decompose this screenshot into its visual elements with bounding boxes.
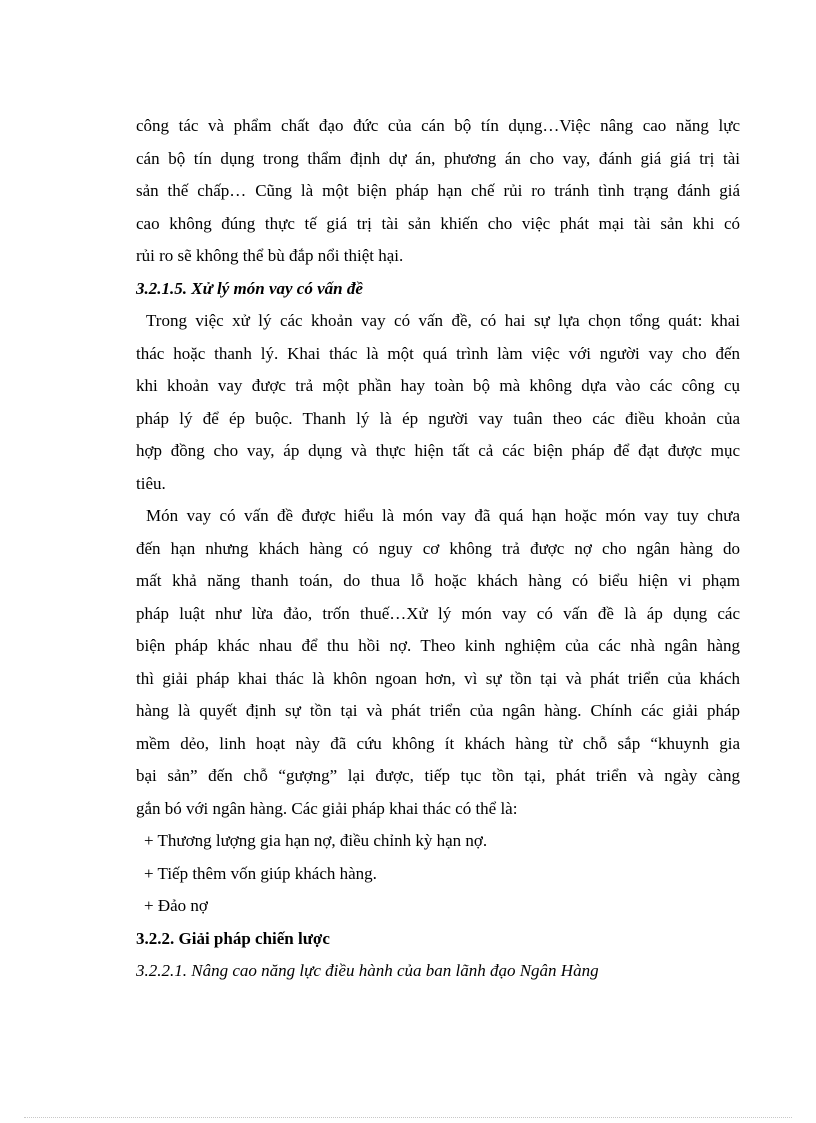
section-heading: 3.2.2. Giải pháp chiến lược (136, 928, 330, 948)
document-body (136, 110, 740, 988)
text-line: cán bộ tín dụng trong thẩm định dự án, phương án cho vay, đánh giá giá trị tài (136, 148, 740, 168)
text-line: gắn bó với ngân hàng. Các giải pháp khai thác có thể là: (136, 798, 518, 818)
list-item: + Tiếp thêm vốn giúp khách hàng. (144, 863, 377, 883)
text-line: mềm dẻo, linh hoạt này đã cứu không ít khách hàng từ chỗ sắp “khuynh gia (136, 733, 740, 753)
text-line: biện pháp khác nhau để thu hồi nợ. Theo kinh nghiệm của các nhà ngân hàng (136, 636, 740, 655)
list-item: + Thương lượng gia hạn nợ, điều chỉnh kỳ hạn nợ. (144, 831, 488, 850)
text-line: tiêu. (136, 473, 166, 493)
page-border (24, 1117, 792, 1118)
section-heading: 3.2.1.5. Xử lý món vay có vấn đề (136, 278, 363, 298)
text-line: Trong việc xử lý các khoản vay có vấn đề, có hai sự lựa chọn tổng quát: khai (146, 311, 740, 330)
text-line: công tác và phẩm chất đạo đức của cán bộ tín dụng…Việc nâng cao năng lực (136, 116, 740, 135)
text-line: thì giải pháp khai thác là khôn ngoan hơn, vì sự tồn tại và phát triển của khách (136, 668, 740, 688)
text-line: khi khoản vay được trả một phần hay toàn bộ mà không dựa vào các công cụ (136, 376, 740, 395)
bullet-list (136, 825, 740, 923)
text-line: Món vay có vấn đề được hiểu là món vay đã quá hạn hoặc món vay tuy chưa (146, 506, 740, 525)
paragraph (136, 500, 740, 825)
subsection-heading: 3.2.2.1. Nâng cao năng lực điều hành của ban lãnh đạo Ngân Hàng (136, 961, 599, 980)
text-line: cao không đúng thực tế giá trị tài sản khiến cho việc phát mại tài sản khi có (136, 213, 740, 233)
text-line: hàng là quyết định sự tồn tại và phát triển của ngân hàng. Chính các giải pháp (136, 701, 740, 720)
text-line: hợp đồng cho vay, áp dụng và thực hiện tất cả các biện pháp để đạt được mục (136, 441, 740, 460)
text-line: sản thế chấp… Cũng là một biện pháp hạn chế rủi ro tránh tình trạng đánh giá (136, 181, 740, 200)
text-line: bại sản” đến chỗ “gượng” lại được, tiếp tục tồn tại, phát triển và ngày càng (136, 766, 740, 785)
paragraph (136, 110, 740, 273)
text-line: đến hạn nhưng khách hàng có nguy cơ không trả được nợ cho ngân hàng do (136, 538, 740, 558)
text-line: pháp luật như lừa đảo, trốn thuế…Xử lý món vay có vấn đề là áp dụng các (136, 603, 740, 623)
text-line: pháp lý để ép buộc. Thanh lý là ép người vay tuân theo các điều khoản của (136, 408, 740, 428)
text-line: rủi ro sẽ không thể bù đắp nổi thiệt hại. (136, 246, 404, 265)
text-line: mất khả năng thanh toán, do thua lỗ hoặc khách hàng có biểu hiện vi phạm (136, 571, 740, 590)
text-line: thác hoặc thanh lý. Khai thác là một quá trình làm việc với người vay cho đến (136, 343, 740, 363)
paragraph (136, 305, 740, 500)
list-item: + Đảo nợ (144, 896, 208, 915)
